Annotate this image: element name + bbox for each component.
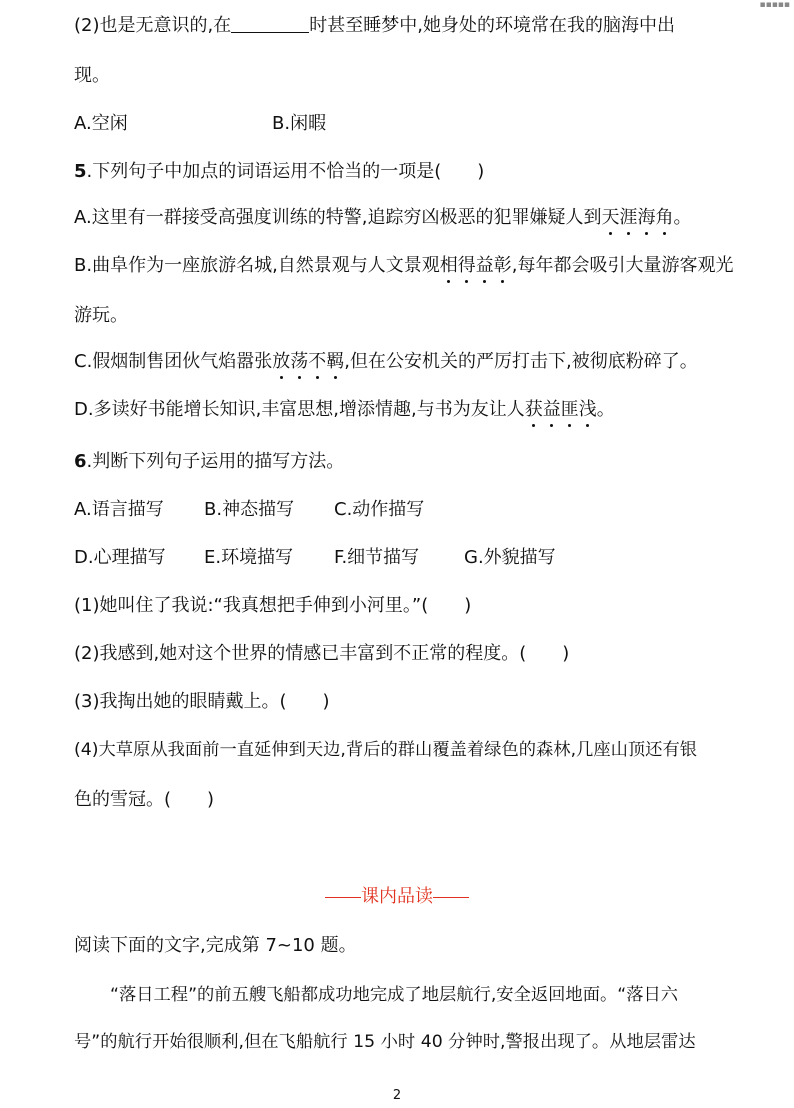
q5-option-d [74,398,615,422]
q6-number: 6 [74,451,87,472]
q6-item2: (2)我感到,她对这个世界的情感已丰富到不正常的程度。( ) [74,643,570,664]
section-header [0,885,794,909]
q6-option: D.心理描写 [74,547,166,568]
q5-c-pre: C.假烟制售团伙气焰嚣张 [74,351,273,372]
q6-options-row2 [74,546,556,570]
q5-d-pre: D.多读好书能增长知识,丰富思想,增添情趣,与书为友让人 [74,399,525,420]
q6-option: G.外貌描写 [464,547,556,568]
dotted-char: 天 [601,207,620,228]
dotted-char: 涯 [619,207,638,228]
q5-b-post: ,每年都会吸引大量游客观光 [511,255,734,276]
q5-stem-text: .下列句子中加点的词语运用不恰当的一项是( ) [86,161,485,182]
q6-option: E.环境描写 [204,547,294,568]
dotted-char: 不 [308,351,327,372]
q6-option: A.语言描写 [74,499,164,520]
q4-options [74,112,326,136]
dotted-char: 荡 [290,351,309,372]
q6-item4-line1: (4)大草原从我面前一直延伸到天边,背后的群山覆盖着绿色的森林,几座山顶还有银 [74,740,698,760]
q5-b-pre: B.曲阜作为一座旅游名城,自然景观与人文景观 [74,255,440,276]
reading-paragraph-line2: 号”的航行开始很顺利,但在飞船航行 15 小时 40 分钟时,警报出现了。从地层雷达 [74,1032,696,1052]
corner-mark: ▪▪▪▪▪ [759,0,790,10]
q6-item3: (3)我掏出她的眼睛戴上。( ) [74,691,330,712]
q6-item4-line2: 色的雪冠。( ) [74,789,215,810]
dotted-char: 海 [637,207,656,228]
q5-stem [74,160,484,184]
q5-option-b [74,254,734,278]
q4-item2-after: 时甚至睡梦中,她身处的环境常在我的脑海中出 [309,15,675,36]
dotted-char: 益 [475,255,494,276]
dotted-char: 羁 [326,351,345,372]
dotted-char: 得 [457,255,476,276]
q4-option-a: A.空闲 [74,113,128,134]
q4-item2-line2: 现。 [74,65,110,86]
answer-blank[interactable] [231,14,309,33]
section-rule-left [325,897,361,898]
q5-option-a [74,206,691,230]
dotted-char: 相 [439,255,458,276]
q6-stem-text: .判断下列句子运用的描写方法。 [86,451,345,472]
q4-item2-before: (2)也是无意识的,在 [74,15,232,36]
dotted-char: 角 [655,207,674,228]
q5-a-post: 。 [673,207,692,228]
q6-option: F.细节描写 [334,547,420,568]
q6-option: C.动作描写 [334,499,425,520]
q5-option-b-wrap: 游玩。 [74,305,128,326]
q6-option: B.神态描写 [204,499,295,520]
q5-a-pre: A.这里有一群接受高强度训练的特警,追踪穷凶极恶的犯罪嫌疑人到 [74,207,602,228]
q5-c-post: ,但在公安机关的严厉打击下,被彻底粉碎了。 [344,351,698,372]
q6-options-row1 [74,498,424,522]
q4-item2-line1 [74,14,675,38]
q5-option-c [74,350,698,374]
section-rule-right [433,897,469,898]
q6-stem [74,450,344,474]
dotted-char: 浅 [578,399,597,420]
dotted-char: 放 [272,351,291,372]
q4-option-b: B.闲暇 [272,113,327,134]
section-title: 课内品读 [361,886,433,907]
reading-instruction: 阅读下面的文字,完成第 7~10 题。 [74,935,357,956]
dotted-char: 获 [524,399,543,420]
q5-d-post: 。 [596,399,615,420]
reading-paragraph-line1: “落日工程”的前五艘飞船都成功地完成了地层航行,安全返回地面。“落日六 [110,985,679,1005]
dotted-char: 益 [542,399,561,420]
page-number: 2 [392,1088,402,1103]
q5-number: 5 [74,161,87,182]
dotted-char: 匪 [560,399,579,420]
q6-item1: (1)她叫住了我说:“我真想把手伸到小河里。”( ) [74,595,472,616]
dotted-char: 彰 [493,255,512,276]
